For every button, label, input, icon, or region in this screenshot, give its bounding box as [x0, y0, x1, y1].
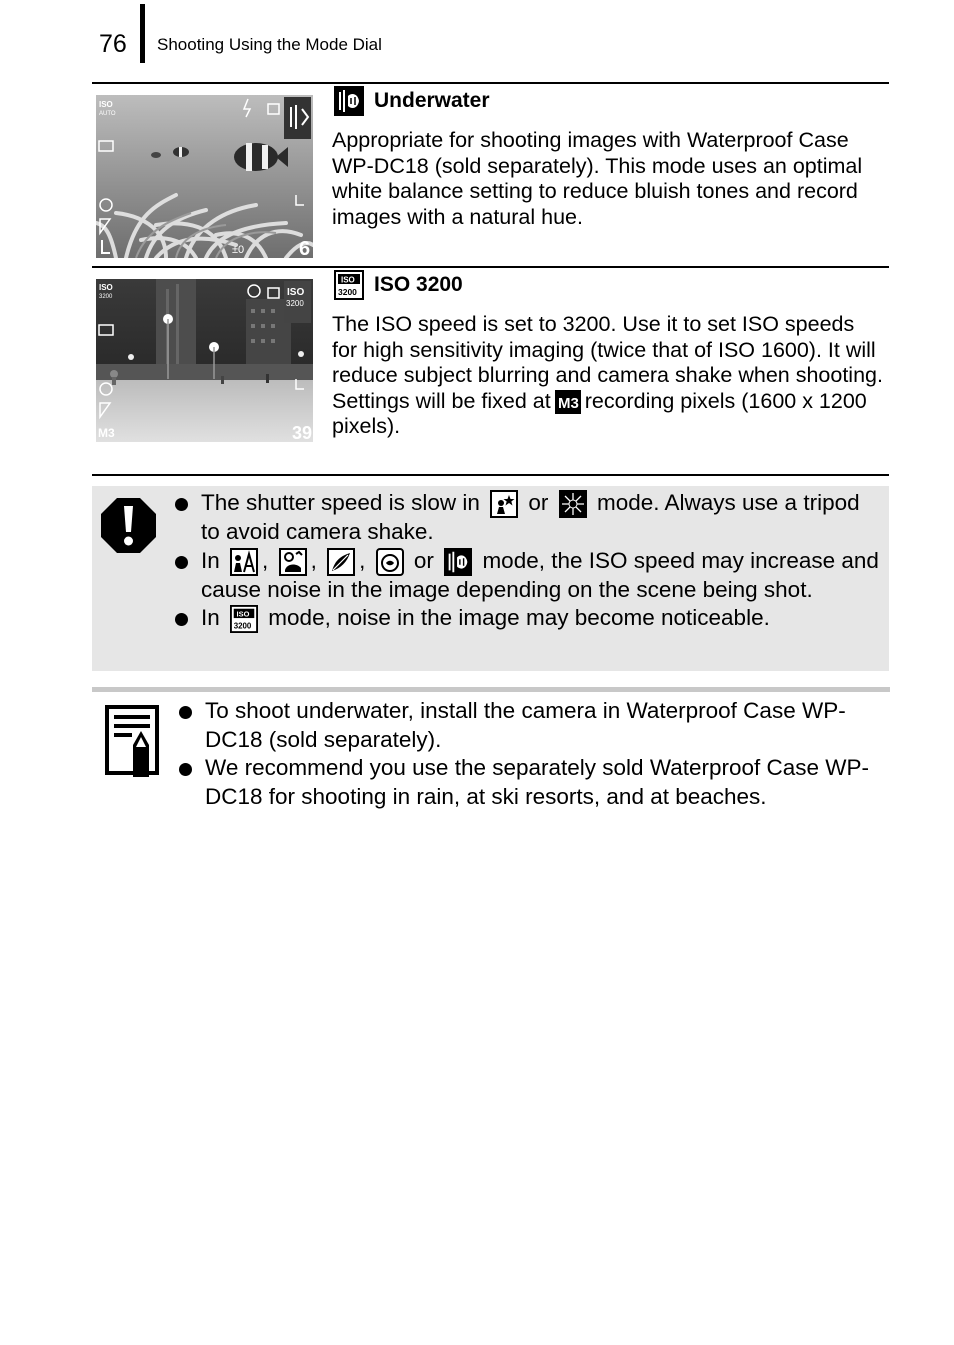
iso3200-title: [334, 270, 463, 300]
caution-item: [175, 547, 880, 605]
iso3200-mode-icon: [230, 605, 258, 633]
page-number: 76: [99, 30, 127, 58]
note-item: We recommend you use the separately sold Waterproof Case WP-DC18 for shooting in rain, at ski resorts, and at beaches.: [179, 754, 884, 811]
underwater-title: [334, 86, 490, 116]
iso3200-mode-icon: [334, 270, 364, 300]
caution-text: ,: [359, 547, 366, 573]
caution-list: [175, 489, 880, 633]
svg-text:3200: 3200: [338, 287, 357, 297]
caution-text: or: [413, 547, 434, 573]
svg-text:3200: 3200: [99, 294, 113, 300]
svg-text:AUTO: AUTO: [99, 111, 116, 117]
svg-text:ISO: ISO: [341, 275, 355, 285]
underwater-description: Appropriate for shooting images with Waterproof Case WP-DC18 (sold separately). This mode uses an optimal white balance setting to reduce bluish tones and record images with a natural hue.: [332, 128, 863, 229]
row-divider: [92, 82, 889, 84]
iso3200-settings-suffix: recording pixels (1600 x 1200 pixels).: [332, 388, 867, 438]
note-item: To shoot underwater, install the camera in Waterproof Case WP-DC18 (sold separately).: [179, 697, 884, 754]
svg-text:3200: 3200: [233, 621, 252, 631]
caution-item: [175, 604, 880, 633]
caution-text: mode, the ISO speed may increase and cause noise in the image depending on the scene being shot.: [201, 547, 879, 602]
underwater-title-text: Underwater: [374, 89, 490, 112]
section-title: Shooting Using the Mode Dial: [157, 35, 382, 54]
caution-text: or: [528, 490, 549, 515]
kids-pets-icon: [279, 548, 307, 576]
svg-text:6: 6: [299, 238, 311, 258]
memo-icon: [105, 705, 160, 777]
iso3200-body-text: The ISO speed is set to 3200. Use it to set ISO speeds for high sensitivity imaging (twice that of ISO 1600). It will reduce subject blurring and camera shake when shooting.: [332, 312, 883, 387]
caution-text: ,: [262, 547, 269, 573]
iso3200-description: [332, 312, 884, 440]
caution-item: [175, 489, 880, 547]
row-divider: [92, 474, 889, 476]
iso3200-sample-screen: [96, 279, 313, 442]
iso3200-title-text: ISO 3200: [374, 273, 463, 296]
underwater-mode-icon: [444, 548, 472, 576]
caution-text: In: [201, 547, 220, 573]
svg-text:ISO: ISO: [99, 283, 113, 292]
underwater-sample-screen: [96, 95, 313, 258]
note-divider: [92, 687, 890, 692]
svg-text:3200: 3200: [286, 299, 304, 308]
note-list: [179, 697, 884, 811]
indoor-icon: [230, 548, 258, 576]
aquarium-icon: [376, 548, 404, 576]
caution-icon: [101, 498, 156, 553]
caution-text: mode. Always use a tripod to avoid camera shake.: [201, 490, 860, 545]
underwater-mode-icon: [334, 86, 364, 116]
svg-text:ISO: ISO: [99, 100, 113, 109]
header-divider: [140, 4, 145, 63]
svg-text:M3: M3: [98, 426, 115, 440]
m3-recording-pixels-icon: [555, 390, 581, 414]
caution-text: In: [201, 605, 220, 631]
caution-text: mode, noise in the image may become noticeable.: [268, 605, 770, 631]
svg-text:±0: ±0: [232, 244, 245, 256]
svg-text:ISO: ISO: [236, 609, 250, 619]
fireworks-icon: [559, 490, 587, 518]
caution-text: The shutter speed is slow in: [201, 490, 480, 515]
svg-text:M3: M3: [557, 394, 579, 412]
night-snapshot-icon: [490, 490, 518, 518]
row-divider: [92, 266, 889, 268]
foliage-icon: [327, 548, 355, 576]
caution-text: ,: [310, 547, 317, 573]
iso3200-settings-prefix: Settings will be fixed at: [332, 388, 551, 413]
svg-text:39: 39: [292, 423, 313, 442]
svg-text:ISO: ISO: [287, 287, 305, 298]
